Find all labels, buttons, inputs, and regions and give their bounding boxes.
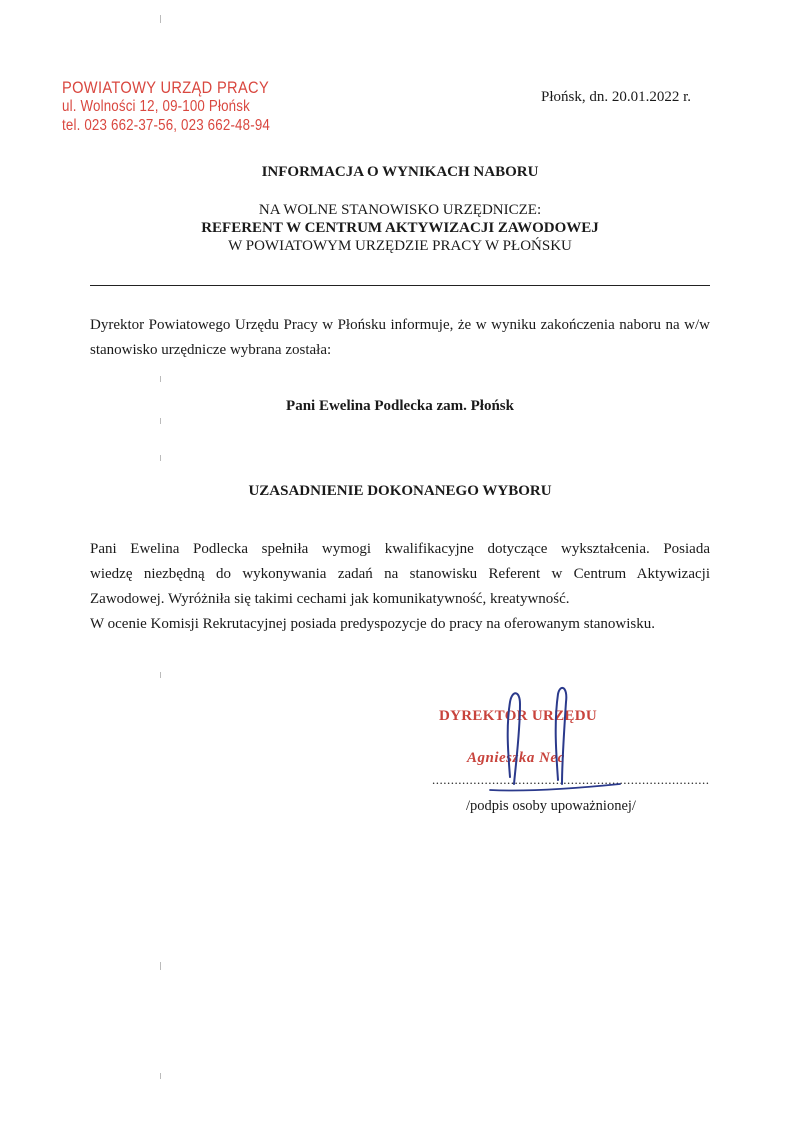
document-title: INFORMACJA O WYNIKACH NABORU xyxy=(261,164,539,180)
stamp-phone: tel. 023 662-37-56, 023 662-48-94 xyxy=(62,117,271,134)
office-stamp xyxy=(62,78,270,135)
subtitle-line-1: NA WOLNE STANOWISKO URZĘDNICZE: xyxy=(258,202,542,218)
scan-mark xyxy=(160,15,161,23)
signature-stroke xyxy=(556,688,567,784)
subtitle-line-3: W POWIATOWYM URZĘDZIE PRACY W PŁOŃSKU xyxy=(228,238,572,254)
position-name: REFERENT W CENTRUM AKTYWIZACJI ZAWODOWEJ xyxy=(201,220,599,236)
scan-mark xyxy=(160,962,161,970)
signature-line: .......................................................................... xyxy=(432,772,710,787)
signature-caption: /podpis osoby upoważnionej/ xyxy=(466,798,636,814)
justification-line: W ocenie Komisji Rekrutacyjnej posiada predyspozycje do pracy na oferowanym stanowisku. xyxy=(90,616,655,632)
intro-paragraph: Dyrektor Powiatowego Urzędu Pracy w Płońsku informuje, że w wyniku zakończenia naboru na w/w stanowisko urzędnicze wybrana została: xyxy=(90,317,710,358)
stamp-office-name: POWIATOWY URZĄD PRACY xyxy=(62,78,270,97)
justification-heading: UZASADNIENIE DOKONANEGO WYBORU xyxy=(248,483,552,499)
justification-line: Zawodowej. Wyróżniła się takimi cechami jak komunikatywność, kreatywność. xyxy=(90,591,570,607)
scan-mark xyxy=(160,418,161,424)
signature-stroke xyxy=(508,693,520,784)
divider-line xyxy=(90,285,710,286)
signature-stroke xyxy=(490,784,620,791)
stamp-address: ul. Wolności 12, 09-100 Płońsk xyxy=(62,98,250,115)
selected-person: Pani Ewelina Podlecka zam. Płońsk xyxy=(286,398,514,414)
justification-paragraph xyxy=(90,537,710,637)
director-stamp-title: DYREKTOR URZĘDU xyxy=(439,708,597,724)
handwritten-signature xyxy=(470,672,670,802)
justification-line: wiedzę niezbędną do wykonywania zadań na stanowisku Referent w Centrum Aktywizacji xyxy=(90,566,710,582)
scan-mark xyxy=(160,455,161,461)
document-date: Płońsk, dn. 20.01.2022 r. xyxy=(541,89,692,105)
scan-mark xyxy=(160,376,161,382)
justification-line: Pani Ewelina Podlecka spełniła wymogi kwalifikacyjne dotyczące wykształcenia. Posiada xyxy=(90,541,710,557)
director-stamp-name: Agnieszka Nec xyxy=(467,750,565,766)
scan-mark xyxy=(160,672,161,678)
scan-mark xyxy=(160,1073,161,1079)
